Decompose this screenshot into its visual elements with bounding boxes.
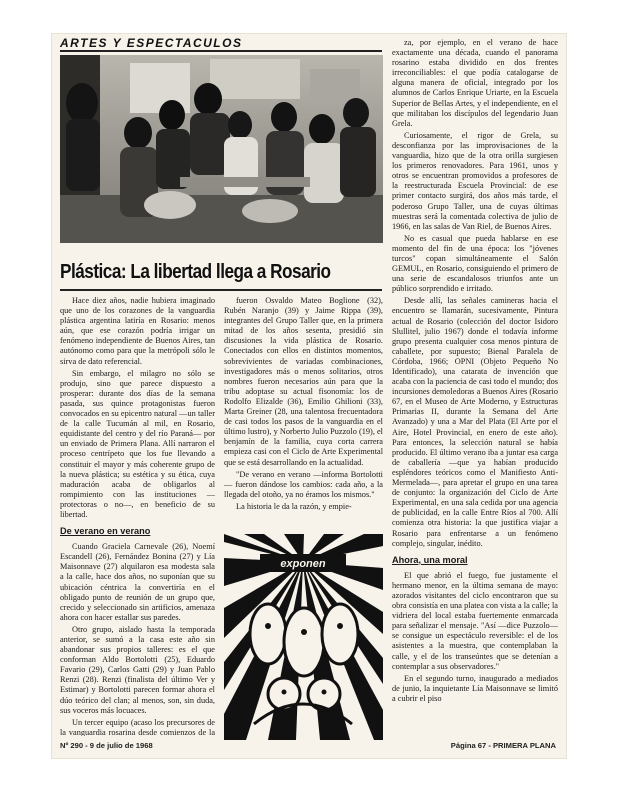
paragraph: za, por ejemplo, en el verano de hace exactamente una década, cuando el panorama rosarino estaba dividido en dos frentes irreconciliables: el que podía catalogarse de alguna manera de oficial, integrado por los alumnos de Carlos Enrique Uriarte, en la Escuela Superior de Bellas Artes, y el independiente, en el que militaban los discípulos del legendario Juan Grela. xyxy=(392,38,558,128)
paragraph: El que abrió el fuego, fue justamente el hermano menor, en la última semana de mayo: azorados visitantes del ciclo encontraron que su obra consistía en una platea con vista a la calle; la vidriera del local estaba fuertemente enmarcada para señalizar el mensaje. "Así —dice Puzzolo— se consigue un espectáculo reversible: el de los asistentes a la muestra, que contemplaban la calle, y el de los transeúntes que se detenían a contemplar a sus observadores." xyxy=(392,570,558,671)
paragraph: La historia le da la razón, y empie- xyxy=(236,501,352,511)
article-column-3 xyxy=(392,38,558,736)
headline-rule xyxy=(60,289,382,291)
magazine-page xyxy=(52,34,566,758)
paragraph: Un tercer equipo (acaso los precursores de la vanguardia rosarina desde comienzos de la xyxy=(60,717,215,736)
paragraph: "De verano en verano —informa Bortolotti— fueron dándose los cambios: cada año, a la llegada del otoño, ya no éramos los mismos." xyxy=(224,469,383,499)
article-headline: Plástica: La libertad llega a Rosario xyxy=(60,261,331,283)
paragraph: Sin embargo, el milagro no sólo se produjo, sino que parece dispuesto a prosperar: durante dos días de la semana pasada, sus quince protagonistas fueron convocados en su epicentro natural —un taller de la calle Tucumán al mil, en Rosario, equidistante del centro y del río Paraná— por un enviado de Primera Plana. Allí narraron el proceso centrípeto que los fue llevando a constituir el mayor y más coherente grupo de la nueva plástica; su estética y su ética, cuya maduración acaba de obligarlos al rompimiento con las instituciones —protectoras o no—, en beneficio de su libertad. xyxy=(60,368,215,519)
section-rule xyxy=(60,50,382,52)
exhibition-poster xyxy=(224,534,383,740)
paragraph: fueron Osvaldo Mateo Boglione (32), Rubén Naranjo (39) y Jaime Rippa (39), integrantes del Grupo Taller que, en la primera mitad de los años sesenta, presidió sin discusiones la vida plástica de Rosario. Conectados con ellos en distintos momentos, sobrevivientes de variadas combinaciones, investigadores más o menos solitarios, otros nombres fueron necesarios aún para que la tribu adoptase su actual fisonomía: los de Rodolfo Elizalde (36), Emilio Ghilioni (33), Marta Greiner (28, una talentosa frecuentadora de casi todos los pasos de la vanguardia en el último lustro), y Norberto Julio Puzzolo (19), el benjamín de la familia, cuya corta carrera empieza casi con el Ciclo de Arte Experimental que se está desarrollando en la actualidad. xyxy=(224,296,383,467)
section-header: ARTES Y ESPECTACULOS xyxy=(60,36,243,50)
paragraph: No es casual que pueda hablarse en ese momento del fin de una época: los "jóvenes turcos" copan simultáneamente el Salón GEMUL, en Rosario, consiguiendo el primero de una serie de escandalosos triunfos ante un público sorprendido e irritado. xyxy=(392,233,558,294)
paragraph: En el segundo turno, inaugurado a mediados de junio, la inquietante Lía Maisonnave se limitó a cubrir el piso xyxy=(392,673,558,703)
group-photo-image xyxy=(60,55,383,243)
paragraph: Desde allí, las señales camineras hacia el encuentro se llamarán, sucesivamente, Pintura actual de Rosario (colección del doctor Isidoro Slullitel, julio 1967) donde el todavía informe grupo presenta cualquier cosa menos pintura de caballete, por supuesto; Bienal Paralela de Córdoba, 1966; OPNI (Objeto Pequeño No Identificado), una catarata de invención que acaba con la paciencia de casi todo el mundo; dos incursiones demoledoras a Buenos Aires (Rosario 67, en el Museo de Arte Moderno, y Estructuras Primarias II, durante la Semana del Arte Avanzado) y una a Mar del Plata (El Arte por el Aire, Hotel Provincial, en enero de este año). Para entonces, la selección natural se había producido. El último verano iba a juntar esa carga de caballería —que ya habían producido espléndores teóricos como el Manifiesto Anti-Mermelada—, para apretar el grupo en una tarea de conjunto: la organización del Ciclo de Arte Experimental, en una sala cedida por una agencia de publicidad, en la calle Entre Ríos al 700. Allí comienza otra historia: la que justifica viajar a Rosario para enfrentarse a un fenómeno complejo, singular, inédito. xyxy=(392,296,558,548)
group-photo xyxy=(60,55,383,243)
subheading: Ahora, una moral xyxy=(392,554,468,565)
paragraph: Otro grupo, aislado hasta la temporada anterior, se sumó a la casa este año sin abandonar sus propios talleres: es el que conforman Aldo Bortolotti (25), Eduardo Favario (29), Carlos Gatti (29) y Juan Pablo Renzi (28). Renzi (finalista del último Ver y Estimar) y Bortolotti parecen formar ahora el dúo teórico del clan; al menos, son, sin duda, sus voceros más locuaces. xyxy=(60,624,215,715)
paragraph: Curiosamente, el rigor de Grela, su desconfianza por las improvisaciones de la vanguardia, hizo que de la otra orilla surgiesen los primeros renovadores. Para 1961, unos y otros se encuentran promovidos a profesores de la reestructurada Escuela Provincial: de ese primer contacto surgirá, dos años más tarde, el poderoso Grupo Taller, una de cuyas últimas muestras será la comentada colectiva de julio de 1966, en las salas de Van Riel, de Buenos Aires. xyxy=(392,130,558,231)
page-number: Página 67 - PRIMERA PLANA xyxy=(450,741,556,750)
poster-illustration xyxy=(224,534,383,740)
article-column-2 xyxy=(224,296,383,532)
issue-date: Nº 290 - 9 de julio de 1968 xyxy=(60,741,153,750)
poster-title: exponen xyxy=(280,558,326,570)
subheading: De verano en verano xyxy=(60,526,151,537)
article-column-1 xyxy=(60,296,215,736)
paragraph: Hace diez años, nadie hubiera imaginado que uno de los corazones de la vanguardia plástica argentina latiría en Rosario: menos aún, que ese corazón podría irrigar un fenómeno independiente de Buenos Aires, tan autónomo como para que la metrópoli sólo le sirva de dato referencial. xyxy=(60,296,215,366)
paragraph: Cuando Graciela Carnevale (26), Noemí Escandell (26), Fernández Bonina (27) y Lía Maisonnave (27) alquilaron esa modesta sala a la calle, hace dos años, no suponían que su ubicación céntrica la convertiría en el obligado punto de reunión de un grupo que, crecido y seleccionado sin artificios, amenaza ahora con hacer estallar sus paredes. xyxy=(60,542,215,622)
